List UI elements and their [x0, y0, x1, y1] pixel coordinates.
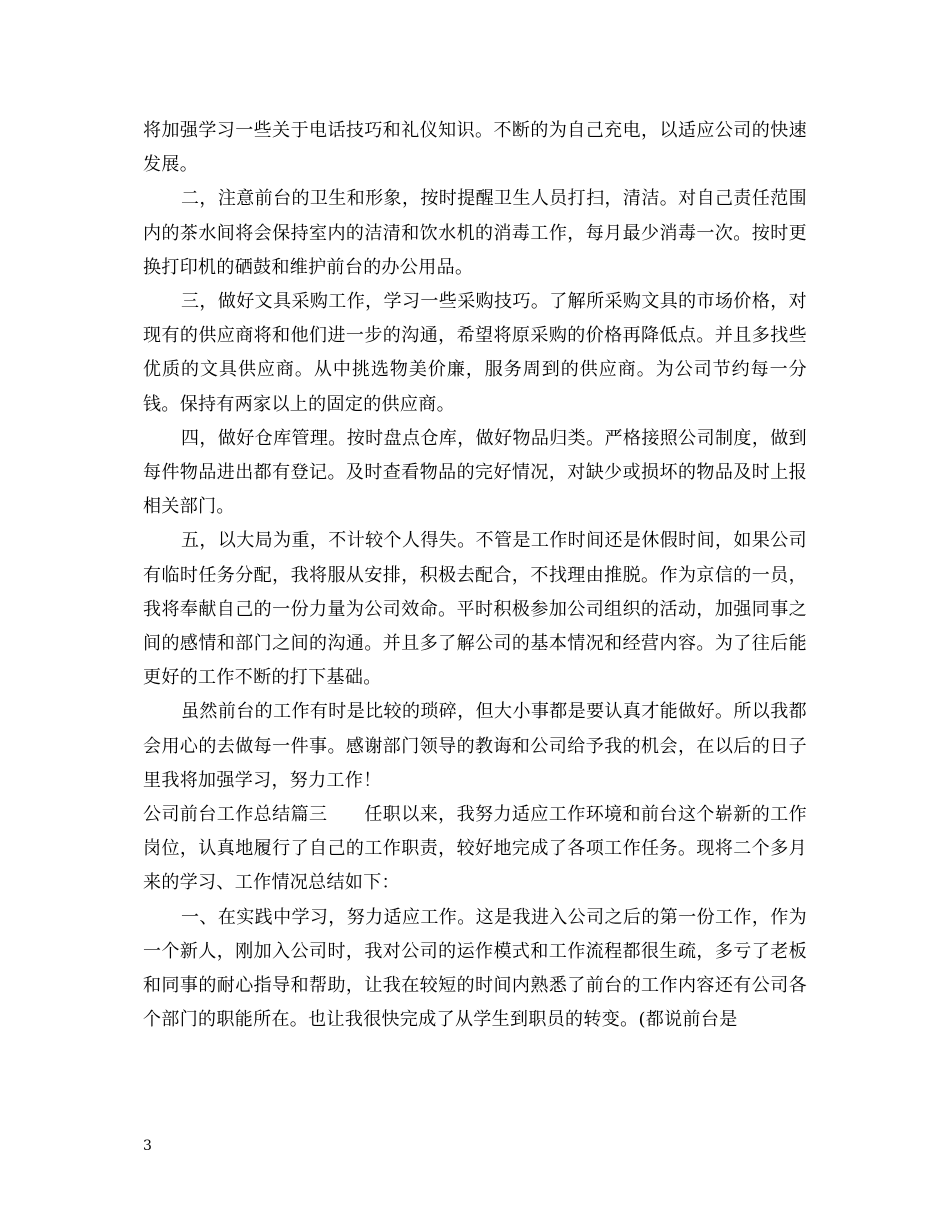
- paragraph-6: 虽然前台的工作有时是比较的琐碎，但大小事都是要认真才能做好。所以我都会用心的去做每一件事。感谢部门领导的教诲和公司给予我的机会，在以后的日子里我将加强学习，努力工作！: [143, 701, 807, 791]
- document-body: [143, 114, 807, 1037]
- paragraph-2: 二，注意前台的卫生和形象，按时提醒卫生人员打扫，清洁。对自己责任范围内的茶水间将会保持室内的洁清和饮水机的消毒工作，每月最少消毒一次。按时更换打印机的硒鼓和维护前台的办公用品。: [143, 188, 807, 278]
- page-number: 3: [143, 1138, 152, 1154]
- section-heading-paragraph: 公司前台工作总结篇三 任职以来，我努力适应工作环境和前台这个崭新的工作岗位，认真地履行了自己的工作职责，较好地完成了各项工作任务。现将二个多月来的学习、工作情况总结如下：: [143, 804, 807, 894]
- paragraph-1: 将加强学习一些关于电话技巧和礼仪知识。不断的为自己充电，以适应公司的快速发展。: [143, 120, 807, 176]
- paragraph-5: 五，以大局为重，不计较个人得失。不管是工作时间还是休假时间，如果公司有临时任务分配，我将服从安排，积极去配合，不找理由推脱。作为京信的一员，我将奉献自己的一份力量为公司效命。平时积极参加公司组织的活动，加强同事之间的感情和部门之间的沟通。并且多了解公司的基本情况和经营内容。为了往后能更好的工作不断的打下基础。: [143, 530, 807, 689]
- paragraph-8: 一、在实践中学习，努力适应工作。这是我进入公司之后的第一份工作，作为一个新人，刚加入公司时，我对公司的运作模式和工作流程都很生疏，多亏了老板和同事的耐心指导和帮助，让我在较短的时间内熟悉了前台的工作内容还有公司各个部门的职能所在。也让我很快完成了从学生到职员的转变。(都说前台是: [143, 906, 807, 1031]
- paragraph-3: 三，做好文具采购工作，学习一些采购技巧。了解所采购文具的市场价格，对现有的供应商将和他们进一步的沟通，希望将原采购的价格再降低点。并且多找些优质的文具供应商。从中挑选物美价廉，服务周到的供应商。为公司节约每一分钱。保持有两家以上的固定的供应商。: [143, 291, 807, 415]
- paragraph-4: 四，做好仓库管理。按时盘点仓库，做好物品归类。严格接照公司制度，做到每件物品进出都有登记。及时查看物品的完好情况，对缺少或损坏的物品及时上报相关部门。: [143, 427, 807, 518]
